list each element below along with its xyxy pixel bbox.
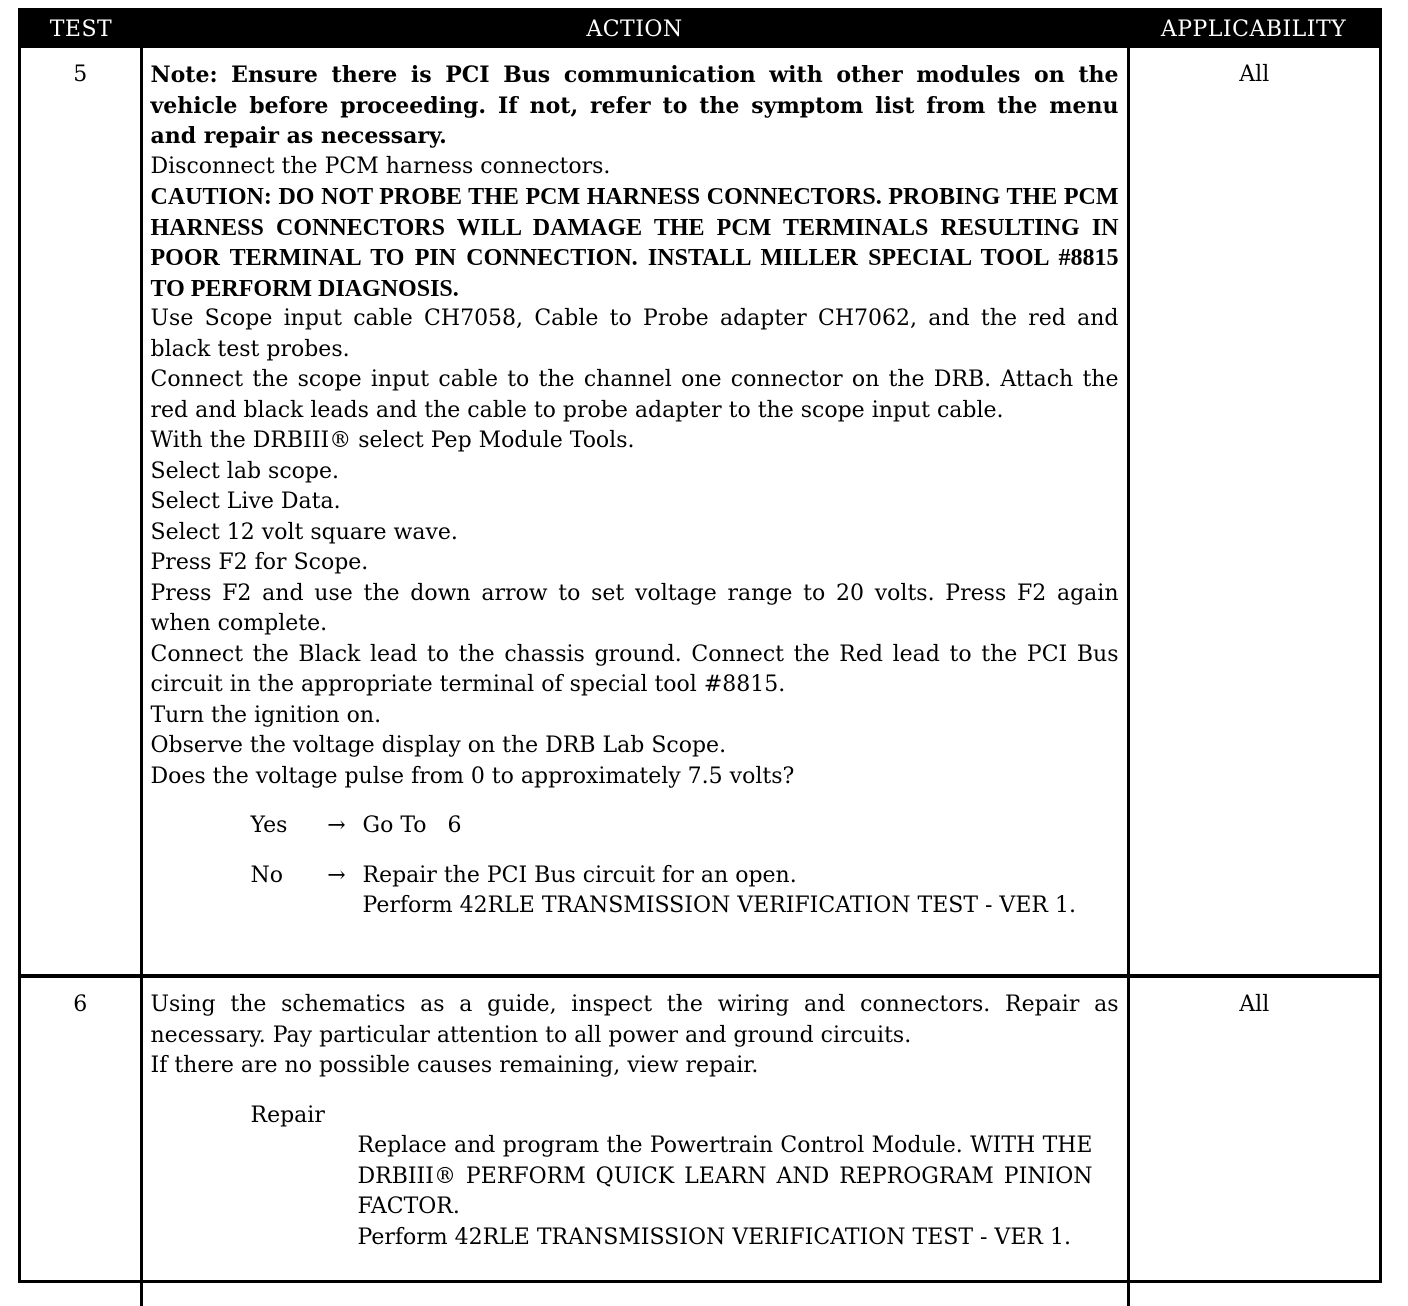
- yes-action: Go To 6: [362, 813, 462, 838]
- no-action: [363, 861, 1119, 922]
- no-result: [251, 861, 1119, 922]
- step-text: If there are no possible causes remaining, view repair.: [150, 1053, 759, 1078]
- repair-label: Repair: [250, 1102, 325, 1128]
- step-text: Using the schematics as a guide, inspect the wiring and connectors. Repair as necessary. Pay particular attention to all power and ground circuits.: [150, 992, 1119, 1048]
- header-test: TEST: [21, 11, 141, 48]
- applicability-value: All: [1128, 48, 1379, 976]
- applicability-value: All: [1239, 992, 1270, 1017]
- yes-label: Yes: [250, 813, 288, 838]
- step-text: Select lab scope.: [150, 458, 339, 484]
- arrow-right-icon: →: [327, 813, 346, 838]
- arrow-right-icon: →: [327, 862, 346, 888]
- test-table: [21, 11, 1379, 1306]
- note-text: Note: Ensure there is PCI Bus communication with other modules on the vehicle before proceeding. If not, refer to the symptom list from the menu and repair as necessary.: [150, 62, 1119, 149]
- step-text: With the DRBIII® select Pep Module Tools.: [150, 428, 635, 453]
- no-action-verification: Perform 42RLE TRANSMISSION VERIFICATION TEST - VER 1.: [362, 893, 1076, 918]
- test-number: 6: [21, 976, 141, 1306]
- repair-body: [358, 1131, 1119, 1253]
- step-text: Use Scope input cable CH7058, Cable to Probe adapter CH7062, and the red and black test probes.: [150, 306, 1119, 362]
- header-action: ACTION: [141, 11, 1128, 48]
- no-action-text: Repair the PCI Bus circuit for an open.: [362, 862, 797, 888]
- step-text: Select 12 volt square wave.: [150, 519, 458, 545]
- step-text: Select Live Data.: [150, 489, 341, 514]
- caution-text: CAUTION: DO NOT PROBE THE PCM HARNESS CONNECTORS. PROBING THE PCM HARNESS CONNECTORS WILL DAMAGE THE PCM TERMINALS RESULTING IN POOR TERMINAL TO PIN CONNECTION. INSTALL MILLER SPECIAL TOOL #8815 TO PERFORM DIAGNOSIS.: [150, 184, 1119, 302]
- step-text: Does the voltage pulse from 0 to approximately 7.5 volts?: [150, 763, 795, 789]
- repair-text: Replace and program the Powertrain Control Module. WITH THE DRBIII® PERFORM QUICK LEARN AND REPROGRAM PINION FACTOR.: [357, 1133, 1093, 1219]
- step-text: Press F2 for Scope.: [150, 550, 369, 575]
- action-cell: [141, 48, 1128, 976]
- no-label: No: [250, 862, 283, 888]
- action-cell: [141, 976, 1128, 1306]
- step-text: Turn the ignition on.: [150, 702, 382, 728]
- repair-verification: Perform 42RLE TRANSMISSION VERIFICATION TEST - VER 1.: [357, 1224, 1071, 1250]
- step-text: Connect the scope input cable to the channel one connector on the DRB. Attach the red and black leads and the cable to probe adapter to the scope input cable.: [150, 367, 1119, 423]
- table-row: [21, 976, 1379, 1306]
- test-number: 5: [21, 48, 141, 976]
- step-text: Disconnect the PCM harness connectors.: [150, 153, 611, 179]
- table-row: [21, 48, 1379, 976]
- header-row: [21, 11, 1379, 48]
- step-text: Observe the voltage display on the DRB Lab Scope.: [150, 733, 727, 758]
- step-text: Press F2 and use the down arrow to set voltage range to 20 volts. Press F2 again when complete.: [150, 580, 1119, 636]
- diagnostic-test-table: [18, 8, 1382, 1283]
- header-applicability: APPLICABILITY: [1128, 11, 1379, 48]
- yes-result: [251, 811, 1119, 842]
- step-text: Connect the Black lead to the chassis ground. Connect the Red lead to the PCI Bus circuit in the appropriate terminal of special tool #8815.: [150, 641, 1119, 697]
